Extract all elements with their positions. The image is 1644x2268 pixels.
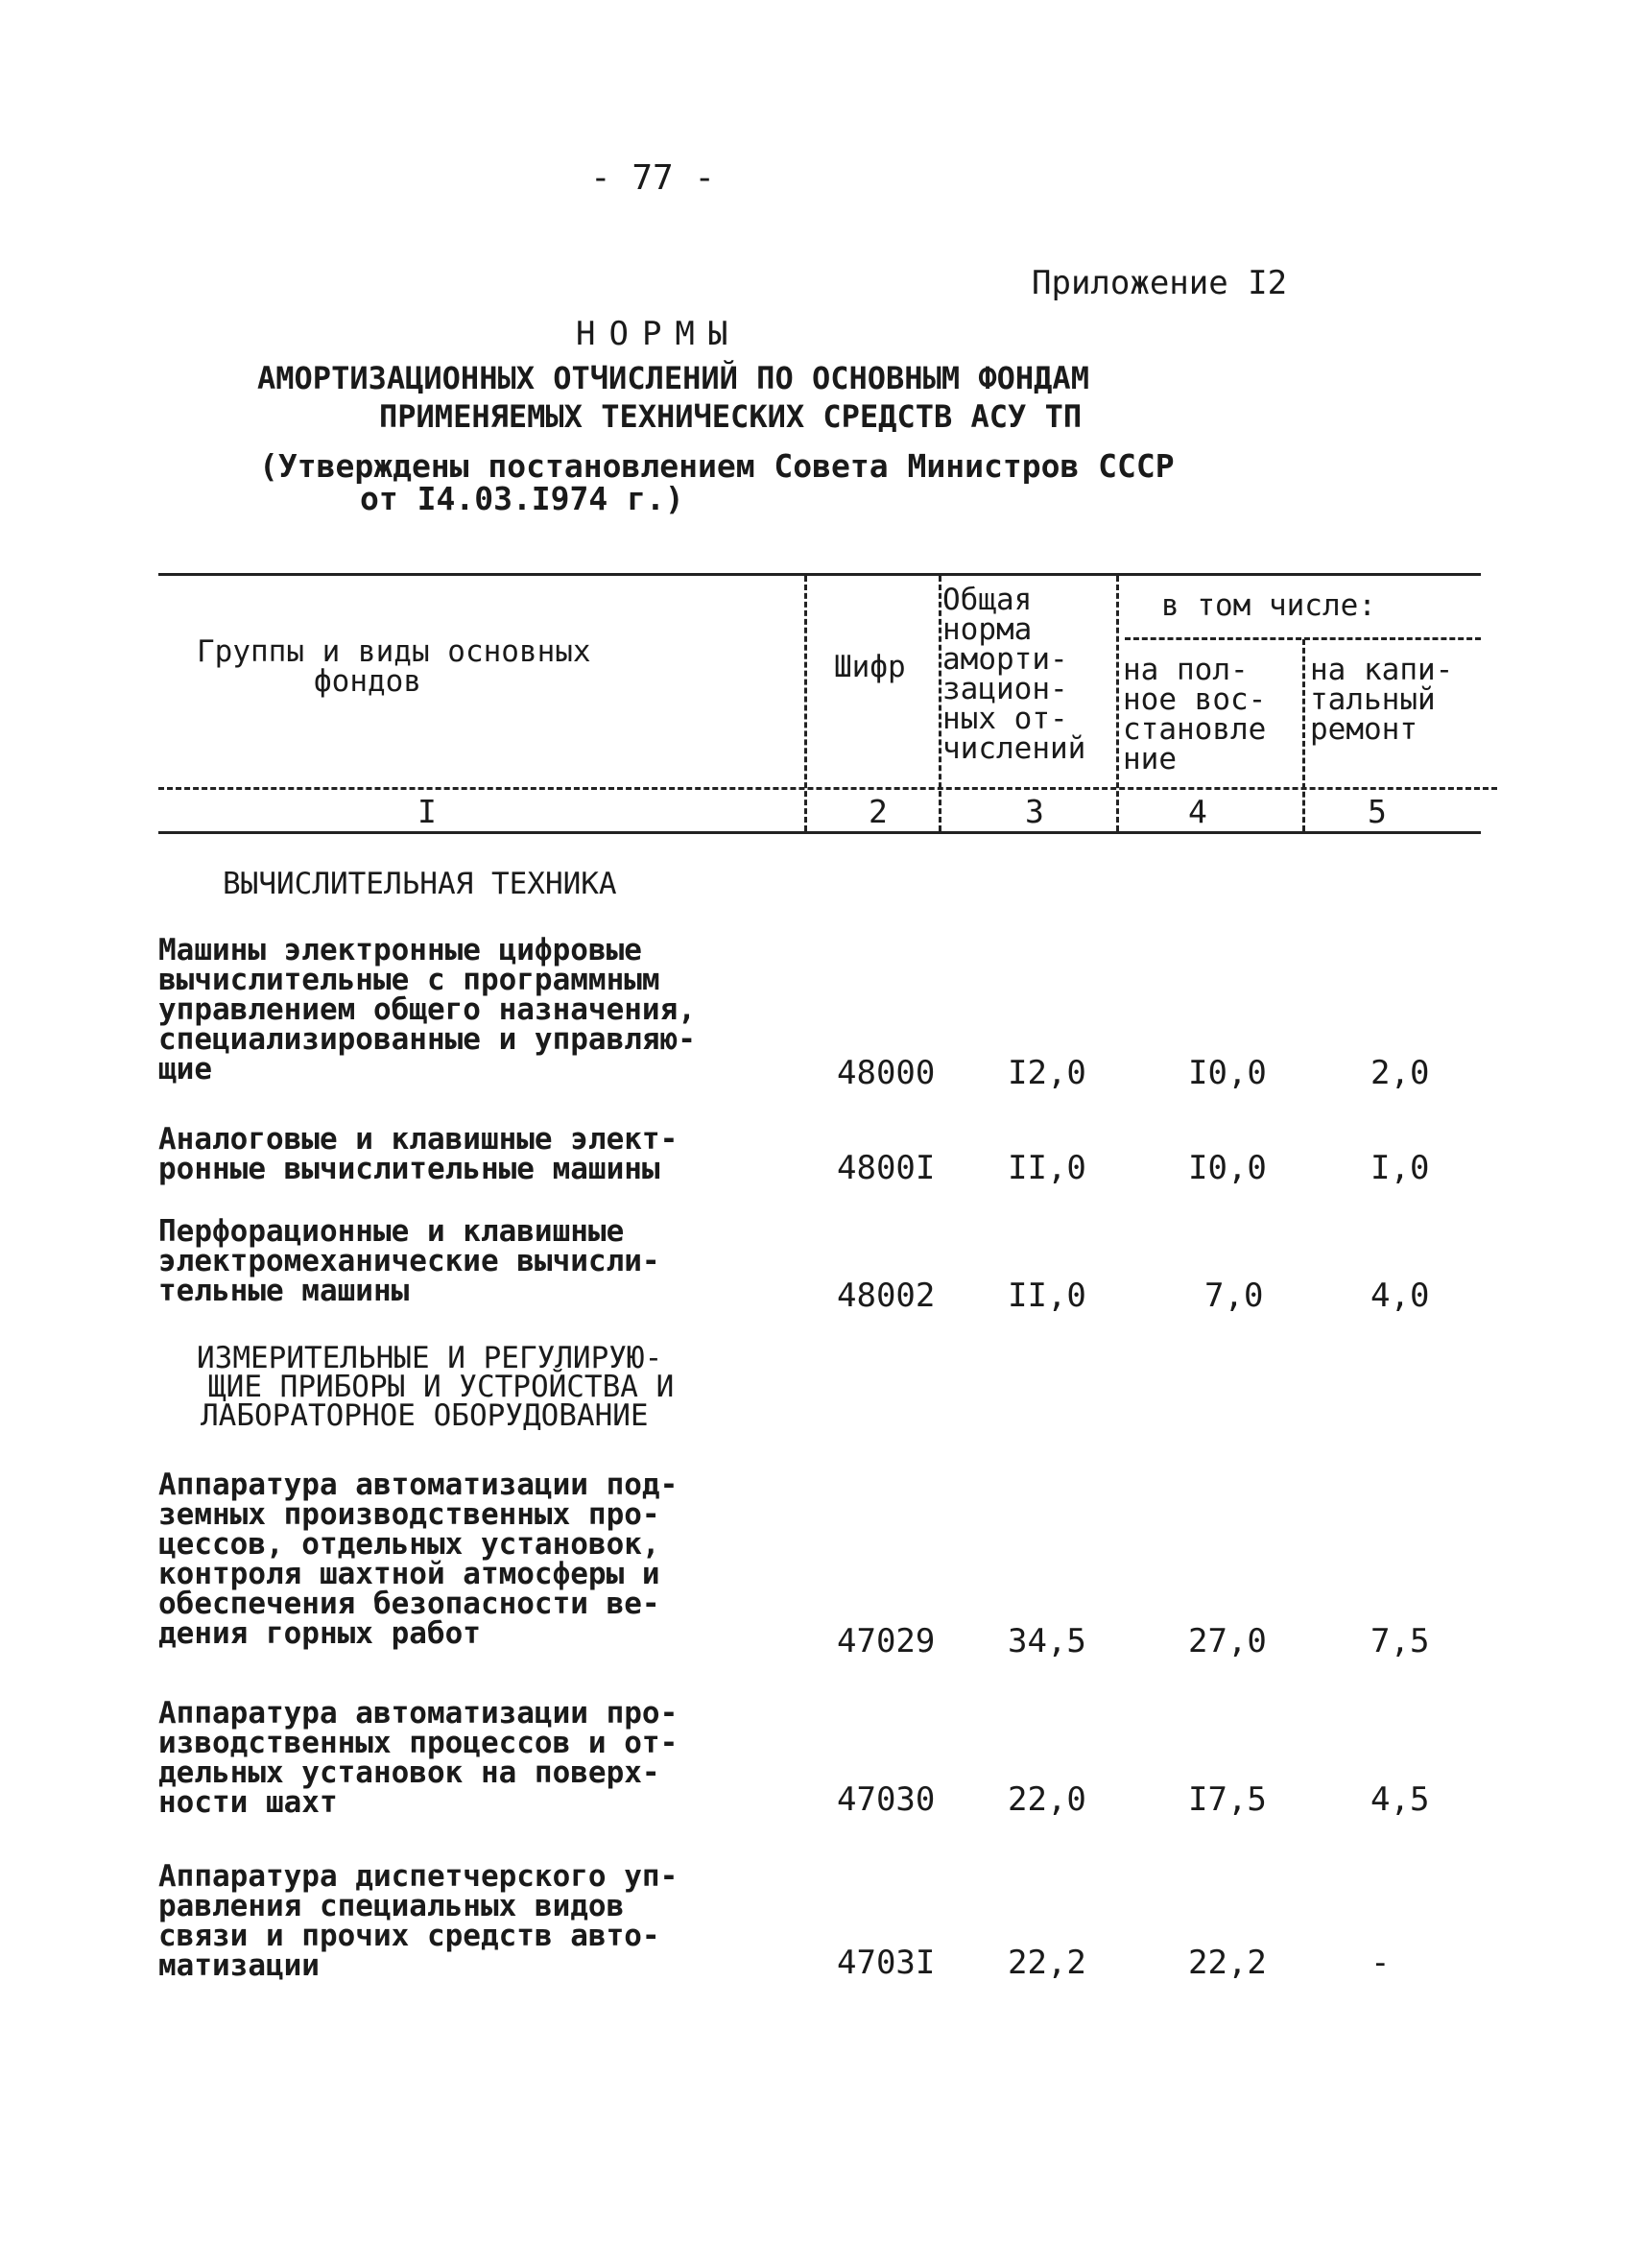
column-numbers-bottom-rule [158,831,1481,834]
column-number-4: 4 [1188,793,1207,830]
row-total-norm: II,0 [1008,1277,1086,1315]
row-full-restoration: 7,0 [1204,1277,1264,1315]
section-title-measuring: ИЗМЕРИТЕЛЬНЫЕ И РЕГУЛИРУЮ- ЩИЕ ПРИБОРЫ И УСТРОЙСТВА И ЛАБОРАТОРНОЕ ОБОРУДОВАНИЕ [197,1341,675,1433]
row-code: 47030 [837,1780,936,1819]
approval-line-1: (Утверждены постановлением Совета Министров СССР [259,447,1175,485]
row-total-norm: II,0 [1008,1149,1086,1187]
row-capital-repair: 2,0 [1370,1054,1430,1092]
header-full-restoration: на пол- ное вос- становле ние [1123,653,1267,776]
column-divider-3 [1116,576,1119,831]
column-number-1: I [417,793,437,830]
row-code: 48002 [837,1277,936,1315]
table-row-name: Аппаратура автоматизации под- земных производственных про- цессов, отдельных установок, контроля шахтной атмосферы и обеспечения безопасности ве- дения горных работ [158,1468,679,1651]
table-top-rule [158,573,1481,576]
row-code: 4703I [837,1944,936,1982]
row-capital-repair: 4,5 [1370,1780,1430,1819]
row-full-restoration: I0,0 [1188,1149,1267,1187]
row-capital-repair: I,0 [1370,1149,1430,1187]
subtitle-line-1: АМОРТИЗАЦИОННЫХ ОТЧИСЛЕНИЙ ПО ОСНОВНЫМ ФОНДАМ [257,360,1089,396]
row-full-restoration: I7,5 [1188,1780,1267,1819]
row-total-norm: 22,2 [1008,1944,1086,1982]
row-code: 47029 [837,1622,936,1660]
row-full-restoration: 22,2 [1188,1944,1267,1982]
document-title: НОРМЫ [576,315,742,353]
header-bottom-rule [158,787,1497,790]
header-capital-repair: на капи- тальный ремонт [1310,653,1454,747]
header-code: Шифр [834,650,906,684]
row-full-restoration: I0,0 [1188,1054,1267,1092]
row-code: 4800I [837,1149,936,1187]
table-row-name: Перфорационные и клавишные электромеханические вычисли- тельные машины [158,1214,660,1308]
row-capital-repair: - [1370,1944,1391,1982]
row-full-restoration: 27,0 [1188,1622,1267,1660]
header-total-norm: Общая норма аморти- зацион- ных от- числений [942,583,1086,766]
row-code: 48000 [837,1054,936,1092]
column-number-3: 3 [1025,793,1044,830]
row-capital-repair: 4,0 [1370,1277,1430,1315]
column-divider-2 [939,576,941,831]
column-number-2: 2 [869,793,888,830]
column-number-5: 5 [1368,793,1387,830]
column-divider-4 [1302,639,1305,831]
row-total-norm: 34,5 [1008,1622,1086,1660]
table-row-name: Аппаратура автоматизации про- изводственных процессов и от- дельных установок на поверх- ности шахт [158,1696,679,1820]
appendix-label: Приложение I2 [1032,264,1288,302]
column-divider-1 [804,576,807,831]
table-row-name: Машины электронные цифровые вычислительные с программным управлением общего назначения, специализированные и управляю- щие [158,933,696,1086]
header-groups: Группы и виды основных фондов [197,634,591,699]
row-capital-repair: 7,5 [1370,1622,1430,1660]
approval-line-2: от I4.03.I974 г.) [360,480,684,517]
row-total-norm: I2,0 [1008,1054,1086,1092]
table-row-name: Аналоговые и клавишные элект- ронные вычислительные машины [158,1122,679,1186]
header-including: в том числе: [1161,588,1376,623]
page-number: - 77 - [590,158,716,198]
subtitle-line-2: ПРИМЕНЯЕМЫХ ТЕХНИЧЕСКИХ СРЕДСТВ АСУ ТП [379,398,1083,435]
table-row-name: Аппаратура диспетчерского уп- равления специальных видов связи и прочих средств авто- матизации [158,1859,679,1983]
section-title-computing: ВЫЧИСЛИТЕЛЬНАЯ ТЕХНИКА [223,867,617,901]
row-total-norm: 22,0 [1008,1780,1086,1819]
